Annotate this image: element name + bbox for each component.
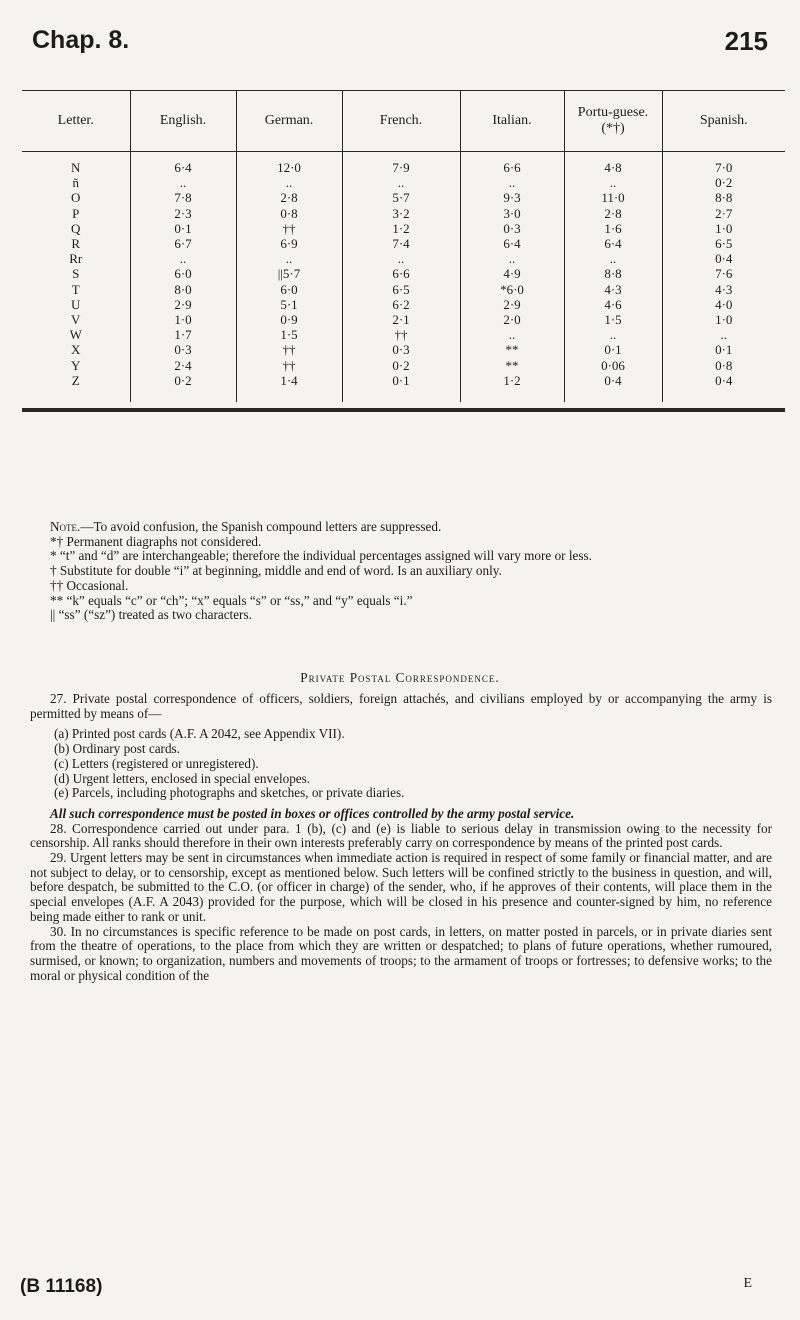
value-cell: 6·0	[236, 282, 342, 297]
value-cell: 7·6	[662, 266, 785, 281]
letter-cell: S	[72, 266, 80, 282]
value-cell: 6·4	[460, 236, 564, 251]
table-notes	[30, 520, 772, 623]
column-header: Letter.	[22, 91, 130, 152]
value-cell: ..	[236, 175, 342, 190]
table-row	[22, 312, 785, 327]
footnote: ** “k” equals “c” or “ch”; “x” equals “s” or “ss,” and “y” equals “i.”	[50, 592, 413, 608]
column-header: Italian.	[460, 91, 564, 152]
letter-frequency-table	[22, 90, 785, 412]
value-cell: 6·4	[130, 152, 236, 176]
value-cell: ††	[236, 342, 342, 357]
value-cell: 1·0	[662, 221, 785, 236]
letter-cell: W	[69, 327, 82, 343]
letter-cell: Q	[71, 220, 81, 236]
column-header: English.	[130, 91, 236, 152]
value-cell: ||5·7	[236, 266, 342, 281]
note-line	[30, 520, 772, 535]
table-bottom-rule	[22, 408, 785, 412]
value-cell: 0·8	[662, 358, 785, 373]
value-cell: 2·1	[342, 312, 460, 327]
column-header: Spanish.	[662, 91, 785, 152]
footnote: *† Permanent diagraphs not considered.	[50, 533, 262, 549]
value-cell: 2·7	[662, 206, 785, 221]
value-cell: ††	[236, 358, 342, 373]
page-footer	[20, 1276, 780, 1306]
value-cell: 6·9	[236, 236, 342, 251]
table-row	[22, 206, 785, 221]
value-cell: 0·9	[236, 312, 342, 327]
value-cell: 7·4	[342, 236, 460, 251]
letter-cell: Rr	[69, 251, 83, 267]
table-row	[22, 282, 785, 297]
table-header-row	[22, 91, 785, 152]
table-row	[22, 373, 785, 402]
list-item: (e) Parcels, including photographs and sketches, or private diaries.	[54, 785, 405, 801]
paragraph-28: 28. Correspondence carried out under para. 1 (b), (c) and (e) is liable to serious delay in transmission owing to the necessity for censorship. All ranks should therefore in their own interests preferably carry on correspondence by means of the printed post cards.	[30, 820, 772, 851]
value-cell: 8·8	[662, 190, 785, 205]
note-text: —To avoid confusion, the Spanish compound letters are suppressed.	[80, 519, 442, 534]
value-cell: 6·2	[342, 297, 460, 312]
value-cell: 0·3	[130, 342, 236, 357]
value-cell: 6·5	[662, 236, 785, 251]
value-cell: ..	[460, 251, 564, 266]
footnote: * “t” and “d” are interchangeable; therefore the individual percentages assigned will vary more or less.	[50, 548, 592, 564]
letter-cell: Y	[71, 357, 81, 373]
value-cell: ..	[564, 251, 662, 266]
italic-rule: All such correspondence must be posted in boxes or offices controlled by the army postal service.	[50, 805, 575, 821]
page-header	[32, 26, 768, 66]
value-cell: ††	[342, 327, 460, 342]
value-cell: 0·4	[662, 251, 785, 266]
print-code: (B 11168)	[20, 1276, 103, 1297]
letter-cell: V	[71, 312, 81, 328]
value-cell: 6·7	[130, 236, 236, 251]
table-row	[22, 358, 785, 373]
value-cell: 1·2	[342, 221, 460, 236]
value-cell: *6·0	[460, 282, 564, 297]
value-cell: 0·1	[564, 342, 662, 357]
value-cell: 5·7	[342, 190, 460, 205]
letter-cell: O	[71, 190, 81, 206]
value-cell: 3·2	[342, 206, 460, 221]
table-row	[22, 266, 785, 281]
value-cell: 11·0	[564, 190, 662, 205]
value-cell: 2·4	[130, 358, 236, 373]
value-cell: 8·8	[564, 266, 662, 281]
list-item: (a) Printed post cards (A.F. A 2042, see Appendix VII).	[54, 726, 345, 742]
page-number: 215	[724, 26, 768, 56]
letter-cell: N	[71, 160, 81, 175]
section-title: Private Postal Correspondence.	[300, 670, 500, 685]
letter-cell: Z	[71, 372, 80, 388]
value-cell: 1·4	[236, 373, 342, 402]
value-cell: 1·5	[564, 312, 662, 327]
value-cell: 6·4	[564, 236, 662, 251]
list-item: (d) Urgent letters, enclosed in special envelopes.	[54, 770, 311, 786]
value-cell: 0·3	[460, 221, 564, 236]
table-row	[22, 175, 785, 190]
value-cell: ..	[342, 251, 460, 266]
value-cell: 7·8	[130, 190, 236, 205]
letter-cell: ñ	[72, 175, 79, 191]
value-cell: ..	[460, 175, 564, 190]
footnote: †† Occasional.	[50, 577, 129, 593]
value-cell: 7·0	[662, 152, 785, 176]
value-cell: 6·5	[342, 282, 460, 297]
footnote: || “ss” (“sz”) treated as two characters.	[50, 607, 252, 623]
footnote: † Substitute for double “i” at beginning, middle and end of word. Is an auxiliary only.	[50, 563, 502, 579]
value-cell: 0·1	[130, 221, 236, 236]
value-cell: 1·6	[564, 221, 662, 236]
letter-cell: X	[71, 342, 81, 358]
value-cell: ..	[130, 175, 236, 190]
paragraph-30: 30. In no circumstances is specific reference to be made on post cards, in letters, on matter posted in parcels, or in private diaries sent from the theatre of operations, to the place from which they are written or despatched; to plans of future operations, whether rumoured, surmised, or known; to organization, numbers and movements of troops; to the armament of troops or fortresses; to defensive works; to the moral or physical condition of the	[30, 923, 772, 983]
value-cell: 0·06	[564, 358, 662, 373]
table-row	[22, 221, 785, 236]
value-cell: ..	[130, 251, 236, 266]
value-cell: 2·3	[130, 206, 236, 221]
value-cell: 0·2	[130, 373, 236, 402]
list-item: (b) Ordinary post cards.	[54, 741, 180, 757]
signature-mark: E	[743, 1276, 752, 1291]
value-cell: 2·0	[460, 312, 564, 327]
table-row	[22, 327, 785, 342]
value-cell: ..	[236, 251, 342, 266]
value-cell: 4·6	[564, 297, 662, 312]
table-row	[22, 297, 785, 312]
value-cell: ..	[564, 175, 662, 190]
value-cell: 4·8	[564, 152, 662, 176]
value-cell: 12·0	[236, 152, 342, 176]
letter-cell: P	[72, 205, 80, 221]
means-list	[30, 727, 772, 801]
value-cell: 5·1	[236, 297, 342, 312]
value-cell: ..	[564, 327, 662, 342]
paragraph-29: 29. Urgent letters may be sent in circumstances when immediate action is required in respect of some family or financial matter, and are not subject to delay, or to censorship, except as mentioned below. Such letters will be confined strictly to the business in question, and will, before despatch, be submitted to the C.O. (or officer in charge) of the sender, who, if he approves of their contents, will place them in the special envelopes (A.F. A 2043) provided for the purpose, which will be closed in his presence and counter-signed by him, no reference being made either to rank or unit.	[30, 850, 772, 924]
letter-cell: R	[71, 236, 81, 252]
table-row	[22, 236, 785, 251]
letter-cell: U	[71, 296, 81, 312]
list-item: (c) Letters (registered or unregistered).	[54, 755, 259, 771]
value-cell: 6·6	[342, 266, 460, 281]
value-cell: ..	[460, 327, 564, 342]
value-cell: 7·9	[342, 152, 460, 176]
table-row	[22, 152, 785, 176]
table-row	[22, 251, 785, 266]
column-header: Portu-guese. (*†)	[564, 91, 662, 152]
value-cell: 2·9	[460, 297, 564, 312]
letter-cell: T	[71, 281, 80, 297]
value-cell: 1·7	[130, 327, 236, 342]
value-cell: 0·2	[662, 175, 785, 190]
table-row	[22, 342, 785, 357]
value-cell: 4·3	[564, 282, 662, 297]
column-header: German.	[236, 91, 342, 152]
paragraph-27: 27. Private postal correspondence of officers, soldiers, foreign attachés, and civilians employed by or accompanying the army is permitted by means of—	[30, 691, 772, 721]
value-cell: 6·6	[460, 152, 564, 176]
value-cell: 0·1	[662, 342, 785, 357]
value-cell: 0·1	[342, 373, 460, 402]
value-cell: 2·8	[564, 206, 662, 221]
value-cell: 8·0	[130, 282, 236, 297]
value-cell: 4·9	[460, 266, 564, 281]
note-label: Note.	[50, 519, 81, 534]
value-cell: 0·3	[342, 342, 460, 357]
value-cell: 9·3	[460, 190, 564, 205]
value-cell: 0·8	[236, 206, 342, 221]
value-cell: 0·4	[564, 373, 662, 402]
body-text	[30, 692, 772, 983]
value-cell: 0·4	[662, 373, 785, 402]
value-cell: 1·0	[662, 312, 785, 327]
value-cell: 0·2	[342, 358, 460, 373]
value-cell: 2·9	[130, 297, 236, 312]
value-cell: 4·0	[662, 297, 785, 312]
value-cell: 3·0	[460, 206, 564, 221]
value-cell: 2·8	[236, 190, 342, 205]
table-row	[22, 190, 785, 205]
value-cell: 1·0	[130, 312, 236, 327]
value-cell: **	[460, 358, 564, 373]
value-cell: **	[460, 342, 564, 357]
value-cell: 6·0	[130, 266, 236, 281]
column-header: French.	[342, 91, 460, 152]
value-cell: 4·3	[662, 282, 785, 297]
value-cell: ..	[662, 327, 785, 342]
chapter-label: Chap. 8.	[32, 26, 130, 54]
value-cell: 1·2	[460, 373, 564, 402]
value-cell: ††	[236, 221, 342, 236]
value-cell: 1·5	[236, 327, 342, 342]
value-cell: ..	[342, 175, 460, 190]
